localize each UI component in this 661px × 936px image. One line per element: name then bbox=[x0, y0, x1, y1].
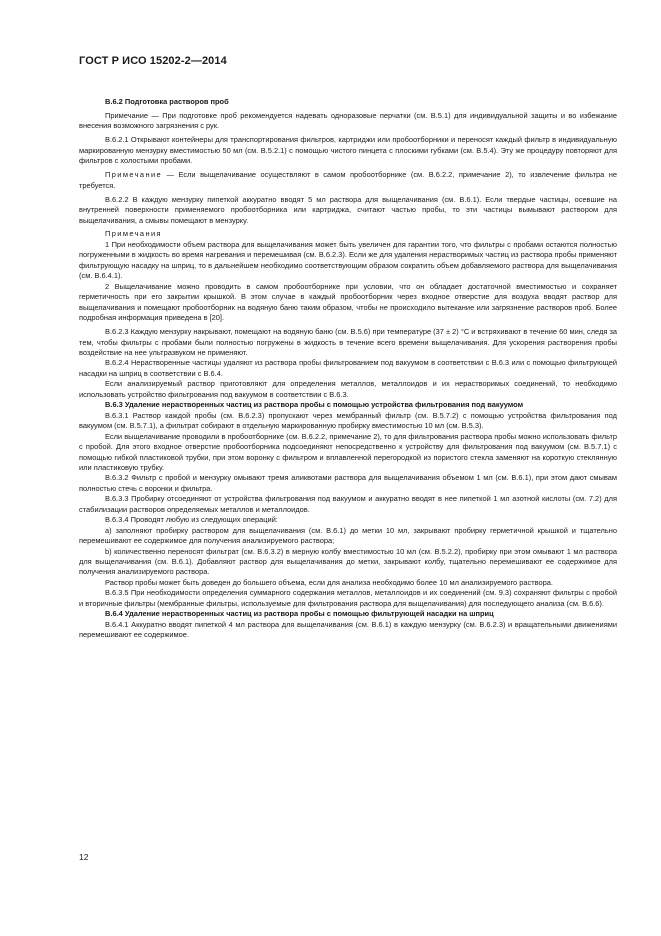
notes-label: Примечания bbox=[105, 229, 162, 239]
note-paragraph bbox=[79, 170, 617, 191]
paragraph: Если анализируемый раствор приготовляют для определения металлов, металлоидов и их нерастворимых соединений, то необходимо использовать устройство фильтрования под вакуумом в соответствии с В.6.3. bbox=[79, 379, 617, 399]
paragraph-b621: В.6.2.1 Открывают контейнеры для транспортирования фильтров, картриджи или пробоотборники и переносят каждый фильтр в индивидуальную маркированную мензурку вместимостью 50 мл (см. В.5.2.1) с помощью чистого пинцета с плоскими губками (см. В.5.4). Эту же процедуру повторяют для фильтров с холостыми пробами. bbox=[79, 135, 617, 166]
paragraph-b633: В.6.3.3 Пробирку отсоединяют от устройства фильтрования под вакуумом и аккуратно вводят в нее пипеткой 1 мл азотной кислоты (см. 7.2) для стабилизации растворов определяемых металлов и металлоидов. bbox=[79, 494, 617, 514]
section-heading-b63: В.6.3 Удаление нерастворенных частиц из раствора пробы с помощью устройства фильтрования под вакуумом bbox=[105, 400, 524, 410]
document-header: ГОСТ Р ИСО 15202-2—2014 bbox=[79, 55, 227, 67]
page-number: 12 bbox=[79, 852, 89, 862]
paragraph-b634: В.6.3.4 Проводят любую из следующих операций: bbox=[105, 515, 278, 525]
list-item-b: b) количественно переносят фильтрат (см. В.6.3.2) в мерную колбу вместимостью 10 мл (см. В.5.2.2), пробирку при этом омывают 1 мл раствора для выщелачивания (см. В.6.1). Добавляют раствор для выщелачивания до метки, закрывают колбу, тщательно перемешивают ее содержимое для получения анализируемого раствора. bbox=[79, 546, 617, 577]
paragraph-b624: В.6.2.4 Нерастворенные частицы удаляют из раствора пробы фильтрованием под вакуумом в соответствии с В.6.3 или с помощью фильтрующей насадки на шприц в соответствии с В.6.4. bbox=[79, 358, 617, 378]
paragraph-b622: В.6.2.2 В каждую мензурку пипеткой аккуратно вводят 5 мл раствора для выщелачивания (см. В.6.1). Если твердые частицы, осевшие на внутренней поверхности применяемого пробоотборника или картриджа, считают частью пробы, то эти частицы вымывают раствором для выщелачивания, а смывы помещают в мензурку. bbox=[79, 194, 617, 225]
paragraph-b635: В.6.3.5 При необходимости определения суммарного содержания металлов, металлоидов и их соединений (см. 9.3) сохраняют фильтры с пробой и вторичные фильтры (мембранные фильтры, используемые для фильтрования раствора для выщелачивания) для последующего анализа (см. В.6.6). bbox=[79, 588, 617, 608]
note-paragraph: Примечание — При подготовке проб рекомендуется надевать одноразовые перчатки (см. В.5.1) для индивидуальной защиты и во избежание внесения возможного загрязнения с рук. bbox=[79, 110, 617, 131]
paragraph: Раствор пробы может быть доведен до большего объема, если для анализа необходимо более 10 мл анализируемого раствора. bbox=[105, 577, 553, 587]
list-item-a: a) заполняют пробирку раствором для выщелачивания (см. В.6.1) до метки 10 мл, закрывают пробирку герметичной крышкой и тщательно перемешивают ее содержимое для получения анализируемого раствора; bbox=[79, 525, 617, 546]
paragraph-b641: В.6.4.1 Аккуратно вводят пипеткой 4 мл раствора для выщелачивания (см. В.6.1) в каждую мензурку (см. В.6.2.3) и вращательными движениями перемешивают ее содержимое. bbox=[79, 619, 617, 640]
note-2: 2 Выщелачивание можно проводить в самом пробоотборнике при условии, что он обладает достаточной вместимостью и сохраняет герметичность при его закрытии крышкой. В этом случае в каждый пробоотборник через входное отверстие для воздуха вводят раствор для выщелачивания и помещают пробоотборник на водяную баню таким образом, чтобы не происходило вытекание или загрязнение растворов проб. Более подробная информация приведена в [20]. bbox=[79, 281, 617, 323]
note-1: 1 При необходимости объем раствора для выщелачивания может быть увеличен для гарантии того, что фильтры с пробами остаются полностью погруженными в жидкость во время нагревания и перемешивая (см. В.6.2.3). Если же для удаления нерастворимых частиц из раствора пробы применяют фильтрующую насадку на шприц, то в дальнейшем необходимо соответствующим образом сократить объем добавляемого раствора для выщелачивания (см. В.6.4.1). bbox=[79, 239, 617, 281]
paragraph: Если выщелачивание проводили в пробоотборнике (см. В.6.2.2, примечание 2), то для фильтрования раствора пробы можно использовать фильтр с пробой. Для этого входное отверстие пробоотборника подсоединяют непосредственно к устройству для фильтрования под вакуумом (см. В.5.7.1) с помощью гибкой пластиковой трубки, при этом воронку с фильтром и вплавленной перегородкой из пористого стекла заменяют на короткую стеклянную или пластиковую трубку. bbox=[79, 431, 617, 472]
paragraph-b632: В.6.3.2 Фильтр с пробой и мензурку омывают тремя аликвотами раствора для выщелачивания объемом 1 мл (см. В.6.1), при этом дают смывам полностью стечь с воронки и фильтра. bbox=[79, 473, 617, 493]
paragraph-b623: В.6.2.3 Каждую мензурку накрывают, помещают на водяную баню (см. В.5.6) при температуре (37 ± 2) °С и встряхивают в течение 60 мин, следя за тем, чтобы фильтры с пробами были полностью погружены в жидкость в течение всего времени выщелачивания. Для ускорения растворения пробы воздействие на нее ультразвуком не применяют. bbox=[79, 327, 617, 357]
note-label: Примечание bbox=[105, 170, 163, 180]
note-text: — Если выщелачивание осуществляют в самом пробоотборнике (см. В.6.2.2, примечание 2), то извлечение фильтра не требуется. bbox=[79, 170, 617, 190]
document-body bbox=[79, 97, 617, 641]
section-heading-b64: В.6.4 Удаление нерастворенных частиц из раствора пробы с помощью фильтрующей насадки на шприц bbox=[105, 609, 494, 619]
paragraph-b631: В.6.3.1 Раствор каждой пробы (см. В.6.2.3) пропускают через мембранный фильтр (см. В.5.7.2) с помощью устройства фильтрования под вакуумом (см. В.5.7.1), а фильтрат собирают в отдельную маркированную пробирку вместимостью 10 мл (см. В.5.3). bbox=[79, 410, 617, 431]
section-heading-b62: В.6.2 Подготовка растворов проб bbox=[105, 97, 229, 106]
